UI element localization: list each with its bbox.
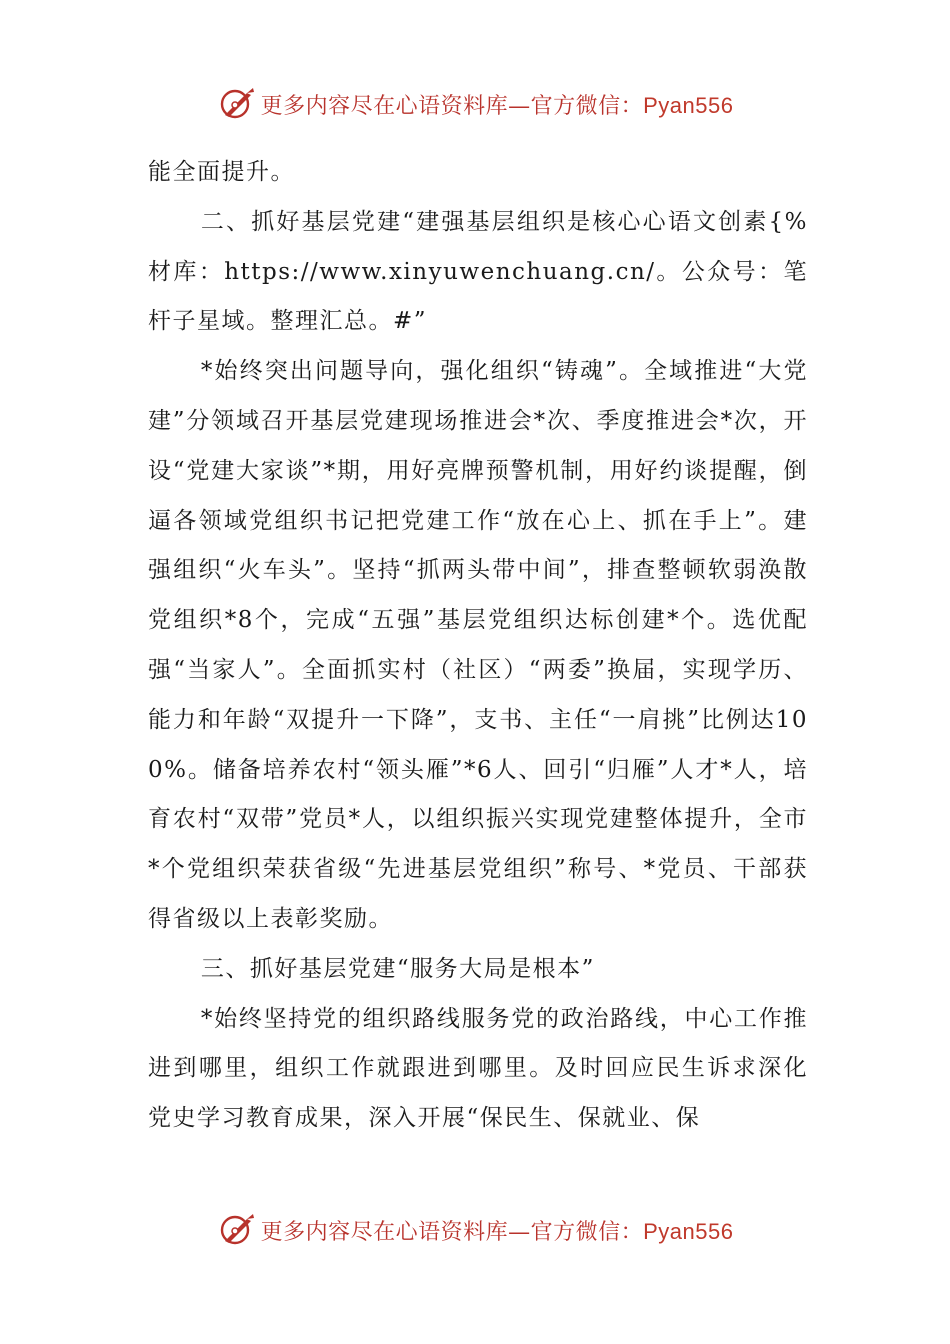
pen-in-circle-icon [217,1210,257,1250]
footer-watermark [0,1208,950,1252]
section-heading-3: 三、抓好基层党建“服务大局是根本” [200,955,595,982]
paragraph-organization: *始终突出问题导向，强化组织“铸魂”。全域推进“大党建”分领域召开基层党建现场推进会*次、季度推进会*次，开设“党建大家谈”*期，用好亮牌预警机制，用好约谈提醒，倒逼各领域党组织书记把党建工作“放在心上、抓在手上”。建强组织“火车头”。坚持“抓两头带中间”，排查整顿软弱涣散党组织*8个，完成“五强”基层党组织达标创建*个。选优配强“当家人”。全面抓实村（社区）“两委”换届，实现学历、能力和年龄“双提升一下降”，支书、主任“一肩挑”比例达100%。储备培养农村“领头雁”*6人、回引“归雁”人才*人，培育农村“双带”党员*人，以组织振兴实现党建整体提升，全市*个党组织荣获省级“先进基层党组织”称号、*党员、干部获得省级以上表彰奖励。 [148,358,808,932]
document-body [148,148,808,1144]
watermark-brand: 更多内容尽在心语资料库—官方微信： [260,93,644,119]
paragraph-service: *始终坚持党的组织路线服务党的政治路线，中心工作推进到哪里，组织工作就跟进到哪里。及时回应民生诉求深化党史学习教育成果，深入开展“保民生、保就业、保 [148,1005,808,1132]
pen-in-circle-icon [217,84,257,124]
watermark-wechat-id: Pyan556 [643,1218,734,1244]
watermark-text [261,89,734,120]
watermark-text [261,1215,734,1246]
section-heading-2: 二、抓好基层党建“建强基层组织是核心心语文创素{%材库：https://www.xinyuwenchuang.cn/。公众号：笔杆子星域。整理汇总。#” [148,208,808,335]
header-watermark [0,82,950,126]
watermark-brand: 更多内容尽在心语资料库—官方微信： [260,1219,644,1245]
watermark-wechat-id: Pyan556 [643,92,734,118]
paragraph-continuation: 能全面提升。 [148,159,295,185]
